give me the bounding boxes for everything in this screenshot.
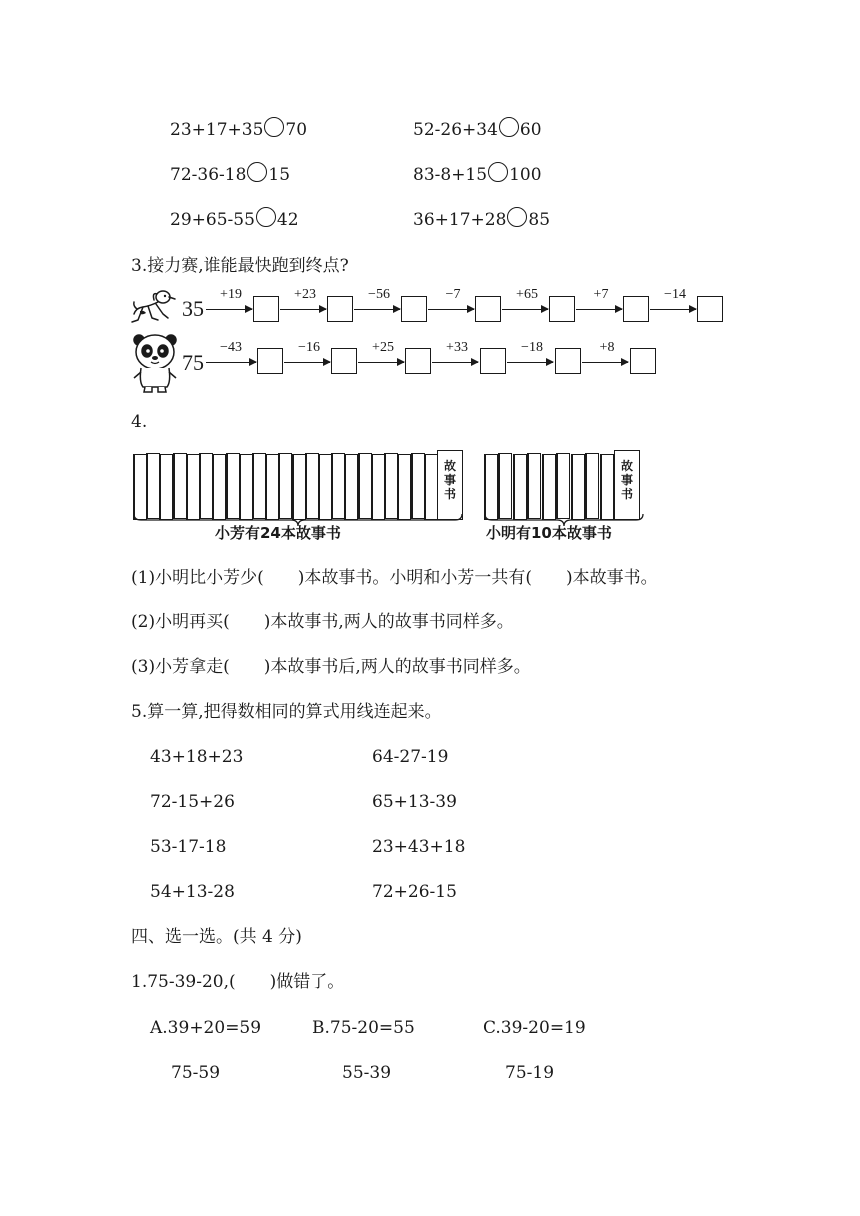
label-xiaofang-books: 小芳有24本故事书: [215, 524, 341, 542]
answer-circle[interactable]: [507, 207, 527, 227]
answer-box[interactable]: [697, 296, 723, 322]
q5-left-expression[interactable]: 72-15+26: [150, 792, 235, 812]
book-spine: [371, 454, 385, 520]
q4-sub1: (1)小明比小芳少( )本故事书。小明和小芳一共有( )本故事书。: [131, 568, 658, 588]
answer-circle[interactable]: [499, 117, 519, 137]
answer-box[interactable]: [555, 348, 581, 374]
relay-operation: −16: [298, 340, 320, 355]
compare-item: [170, 120, 307, 140]
relay-operation: −14: [664, 287, 686, 302]
dog-icon: [130, 288, 180, 328]
book-spine: [358, 453, 372, 519]
book-spine: [292, 454, 306, 520]
book-spine: [585, 453, 599, 519]
q5-right-expression[interactable]: 64-27-19: [372, 747, 449, 767]
answer-box[interactable]: [401, 296, 427, 322]
option-c[interactable]: C.39-20=19: [483, 1018, 586, 1038]
compare-value: 15: [268, 165, 291, 185]
book-spine: [318, 454, 332, 520]
answer-circle[interactable]: [488, 162, 508, 182]
q5-left-expression[interactable]: 43+18+23: [150, 747, 244, 767]
relay-operation: +19: [220, 287, 242, 302]
section-4-title: 四、选一选。(共 4 分): [131, 927, 302, 947]
book-spine: [331, 453, 345, 519]
q5-right-expression[interactable]: 23+43+18: [372, 837, 466, 857]
book-spine: [199, 453, 213, 519]
answer-box[interactable]: [253, 296, 279, 322]
option-b-line2: 55-39: [342, 1063, 392, 1083]
books-illustration-xiaofang: [133, 448, 463, 520]
compare-value: 85: [528, 210, 551, 230]
compare-item: [413, 120, 542, 140]
q4-sub3: (3)小芳拿走( )本故事书后,两人的故事书同样多。: [131, 657, 531, 677]
book-spine: [556, 453, 570, 519]
compare-value: 60: [519, 120, 542, 140]
arrow-right-icon: [576, 309, 622, 310]
book-spine: [305, 453, 319, 519]
answer-box[interactable]: [630, 348, 656, 374]
relay-operation: −18: [521, 340, 543, 355]
option-b[interactable]: B.75-20=55: [312, 1018, 415, 1038]
q3-title: 3.接力赛,谁能最快跑到终点?: [131, 256, 349, 276]
relay-operation: +25: [372, 340, 394, 355]
arrow-right-icon: [206, 309, 252, 310]
book-spine: [252, 453, 266, 519]
compare-expression: 52-26+34: [413, 120, 498, 140]
arrow-right-icon: [284, 362, 330, 363]
arrow-right-icon: [206, 362, 256, 363]
q5-right-expression[interactable]: 65+13-39: [372, 792, 457, 812]
relay-operation: −43: [220, 340, 242, 355]
compare-value: 100: [509, 165, 542, 185]
compare-item: [413, 210, 550, 230]
book-spine: [146, 453, 160, 519]
book-spine-title: 故事书: [620, 459, 633, 501]
book-spine: [542, 454, 556, 520]
compare-value: 70: [285, 120, 308, 140]
book-spine: [265, 454, 279, 520]
q5-right-expression[interactable]: 72+26-15: [372, 882, 457, 902]
compare-expression: 72-36-18: [170, 165, 247, 185]
book-spine: [513, 454, 527, 520]
book-spine: [226, 453, 240, 519]
label-xiaoming-books: 小明有10本故事书: [486, 524, 612, 542]
book-spine: [411, 453, 425, 519]
arrow-right-icon: [354, 309, 400, 310]
answer-box[interactable]: [257, 348, 283, 374]
book-spine: [384, 453, 398, 519]
relay-start-number: 35: [182, 296, 204, 321]
book-spine: [159, 454, 173, 520]
q5-title: 5.算一算,把得数相同的算式用线连起来。: [131, 702, 442, 722]
compare-expression: 83-8+15: [413, 165, 488, 185]
q5-left-expression[interactable]: 53-17-18: [150, 837, 227, 857]
book-spine-title: 故事书: [443, 459, 456, 501]
answer-box[interactable]: [327, 296, 353, 322]
relay-operation: +7: [593, 287, 609, 302]
book-spine: [424, 454, 438, 520]
panda-icon: [131, 332, 179, 394]
books-illustration-xiaoming: [484, 448, 644, 520]
book-spine: [344, 454, 358, 520]
book-spine: [173, 453, 187, 519]
compare-expression: 36+17+28: [413, 210, 507, 230]
arrow-right-icon: [280, 309, 326, 310]
book-spine: [239, 454, 253, 520]
book-spine: [133, 454, 147, 520]
option-c-line2: 75-19: [505, 1063, 555, 1083]
answer-box[interactable]: [480, 348, 506, 374]
relay-operation: −56: [368, 287, 390, 302]
relay-operation: +23: [294, 287, 316, 302]
book-spine: [212, 454, 226, 520]
compare-expression: 23+17+35: [170, 120, 264, 140]
compare-value: 42: [276, 210, 299, 230]
section-4-question-1: 1.75-39-20,( )做错了。: [131, 972, 345, 992]
book-cover: [614, 450, 640, 520]
q4-sub2: (2)小明再买( )本故事书,两人的故事书同样多。: [131, 612, 514, 632]
option-a[interactable]: A.39+20=59: [150, 1018, 262, 1038]
answer-circle[interactable]: [256, 207, 276, 227]
compare-expression: 29+65-55: [170, 210, 255, 230]
book-spine: [278, 453, 292, 519]
answer-circle[interactable]: [264, 117, 284, 137]
answer-box[interactable]: [475, 296, 501, 322]
arrow-right-icon: [502, 309, 548, 310]
option-a-line2: 75-59: [171, 1063, 221, 1083]
answer-box[interactable]: [623, 296, 649, 322]
arrow-right-icon: [432, 362, 478, 363]
arrow-right-icon: [358, 362, 404, 363]
book-spine: [397, 454, 411, 520]
answer-circle[interactable]: [247, 162, 267, 182]
answer-box[interactable]: [405, 348, 431, 374]
answer-box[interactable]: [549, 296, 575, 322]
relay-operation: +33: [446, 340, 468, 355]
arrow-right-icon: [428, 309, 474, 310]
q4-number: 4.: [131, 412, 148, 432]
q5-left-expression[interactable]: 54+13-28: [150, 882, 235, 902]
arrow-right-icon: [507, 362, 553, 363]
book-spine: [186, 454, 200, 520]
relay-operation: +65: [516, 287, 538, 302]
compare-item: [170, 165, 290, 185]
book-cover: [437, 450, 463, 520]
relay-start-number: 75: [182, 350, 204, 375]
book-spine: [600, 454, 614, 520]
relay-operation: −7: [445, 287, 461, 302]
arrow-right-icon: [582, 362, 628, 363]
book-spine: [571, 454, 585, 520]
compare-item: [413, 165, 542, 185]
book-spine: [527, 453, 541, 519]
compare-item: [170, 210, 299, 230]
book-spine: [498, 453, 512, 519]
arrow-right-icon: [650, 309, 696, 310]
answer-box[interactable]: [331, 348, 357, 374]
book-spine: [484, 454, 498, 520]
relay-operation: +8: [599, 340, 615, 355]
